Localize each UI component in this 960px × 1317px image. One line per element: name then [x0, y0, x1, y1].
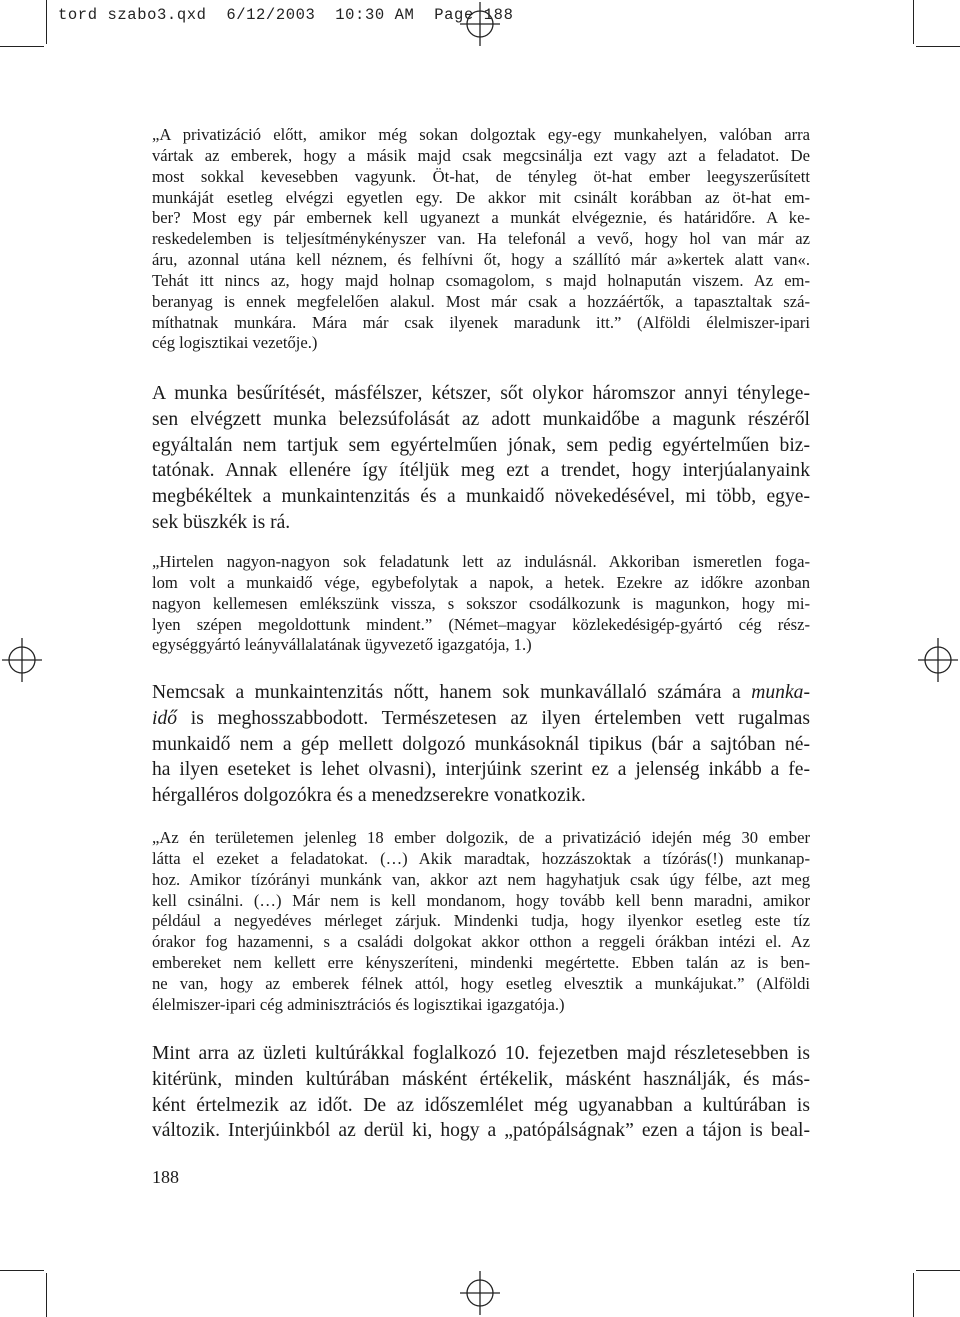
text-line: Nemcsak a munkaintenzitás nőtt, hanem sok munkavállaló számára a munka- [152, 682, 810, 703]
text-line: sen elvégzett munka belezsúfolását az adott munkaidőbe a magunk részéről [152, 408, 810, 430]
text-line: idő is meghosszabbodott. Természetesen az ilyen értelemben vett rugalmas [152, 707, 810, 729]
registration-mark-top [460, 2, 500, 46]
page-number: 188 [152, 1167, 179, 1187]
text-line: ha ilyen eseteket is lehet olvasni), interjúink szerint ez a jelenség inkább a fe- [152, 759, 810, 781]
text-line: változik. Interjúinkból az derül ki, hogy a „patópálságnak” ezen a tájon is beal- [152, 1120, 810, 1142]
text-line: egyáltalán nem tartjuk sem egyértelműen jónak, sem pedig egyértelműen biz- [152, 434, 810, 456]
text-line: hérgalléros dolgozókra és a menedzserekre vonatkozik. [152, 785, 586, 807]
text-line: sek büszkék is rá. [152, 511, 291, 533]
text-line: kitérünk, minden kultúrában másként értékelik, másként használják, és más- [152, 1068, 810, 1090]
text-line: ne van, hogy az emberek félnek attól, hogy esetleg elvesztik a munkájukat.” (Alföldi [152, 973, 810, 993]
text-line: munkáját esetleg elvégzi egyetlen egy. De akkor mit csinált korábban az öt-hat em- [152, 187, 810, 207]
crop-mark-bottom-left-horizontal [0, 1270, 44, 1271]
text-line: hoz. Amikor tízórányi munkánk van, akkor azt nem hagyhatjuk csak úgy félbe, azt meg [152, 869, 810, 889]
text-line: Tehát itt nincs az, hogy majd holnap csomagolom, s majd holnapután viszem. Az em- [152, 270, 810, 290]
interview-quote-1 [152, 125, 810, 354]
print-slug-line: tord szabo3.qxd 6/12/2003 10:30 AM Page 188 [58, 6, 514, 24]
crop-mark-top-right-vertical [913, 0, 914, 44]
text-line: megbékéltek a munkaintenzitás és a munkaidő növekedésével, mi több, egye- [152, 486, 810, 508]
text-line: nagyon kellemesen emlékszünk vissza, s sokszor csodálkozunk is magunkon, hogy mi- [152, 593, 810, 613]
text-line: kell csinálni. (…) Már nem is kell mondanom, hogy tovább kell benn maradni, amikor [152, 890, 810, 910]
text-line: élelmiszer-ipari cég adminisztrációs és logisztikai igazgatója.) [152, 994, 565, 1014]
text-line: reskedelemben is teljesítménykényszer van. Ha telefonál a vevő, hogy hol van már az [152, 229, 810, 249]
crop-mark-top-left-vertical [46, 0, 47, 44]
text-line: például a negyedéves mérleget zárjuk. Mindenki tudja, hogy ilyenkor esetleg este tíz [152, 911, 810, 931]
text-line: ként értelmezik az időt. De az időszemlélet még ugyanabban a kultúrában is [152, 1094, 810, 1116]
registration-mark-left [2, 638, 42, 682]
body-paragraph-3 [152, 1041, 810, 1144]
interview-quote-2 [152, 552, 810, 656]
text-line: ber? Most egy pár embernek kell ugyanezt a munkát elvégeznie, és határidőre. A ke- [152, 208, 810, 228]
text-line: A munka besűrítését, másfélszer, kétszer, sőt olykor háromszor annyi ténylege- [152, 383, 810, 404]
text-line: áru, azonnal utána kell néznem, és felhívni őt, hogy a szállító már a»kertek alatt van«. [152, 250, 810, 270]
text-line: órakor fog hazamenni, s a családi dolgokat akkor otthon a reggeli órákban intézi el. Az [152, 932, 810, 952]
body-paragraph-2 [152, 680, 810, 809]
text-line: „A privatizáció előtt, amikor még sokan dolgoztak egy-egy munkahelyen, valóban arra [152, 125, 810, 144]
text-line: egységgyártó leányvállalatának ügyvezető igazgatója, 1.) [152, 635, 532, 655]
body-paragraph-1 [152, 381, 810, 536]
registration-mark-right [918, 638, 958, 682]
text-line: Mint arra az üzleti kultúrákkal foglalkozó 10. fejezetben majd részletesebben is [152, 1043, 810, 1064]
text-line: lom volt a munkaidő vége, egybefolytak a napok, a hetek. Ezekre az időkre azonban [152, 572, 810, 592]
crop-mark-bottom-right-horizontal [916, 1270, 960, 1271]
text-line: „Hirtelen nagyon-nagyon sok feladatunk lett az indulásnál. Akkoriban ismeretlen foga- [152, 552, 810, 571]
interview-quote-3 [152, 828, 810, 1016]
text-line: látta el ezeket a feladatokat. (…) Akik maradtak, hozzászoktak a tízórás(!) munkanap- [152, 848, 810, 868]
text-line: tatónak. Annak ellenére így ítéljük meg ezt a trendet, hogy interjúalanyaink [152, 460, 810, 482]
crop-mark-top-left-horizontal [0, 46, 44, 47]
crop-mark-bottom-right-vertical [913, 1273, 914, 1317]
crop-mark-top-right-horizontal [916, 46, 960, 47]
text-line: cég logisztikai vezetője.) [152, 333, 318, 353]
text-line: míthatnak munkára. Mára már csak ilyenek maradunk itt.” (Alföldi élelmiszer-ipari [152, 312, 810, 332]
crop-mark-bottom-left-vertical [46, 1273, 47, 1317]
text-line: most sokkal kevesebben vagyunk. Öt-hat, de tényleg öt-hat ember leegyszerűsített [152, 166, 810, 186]
registration-mark-bottom [460, 1271, 500, 1315]
text-line: beranyag is ennek megfelelően alakul. Most már csak a hozzáértők, a tapasztaltak szá- [152, 291, 810, 311]
text-line: „Az én területemen jelenleg 18 ember dolgozik, de a privatizáció idején még 30 ember [152, 828, 810, 847]
text-line: munkaidő nem a gép mellett dolgozó munkásoknál tipikus (bár a sajtóban né- [152, 733, 810, 755]
text-line: embereket nem kellett erre kényszeríteni, mindenki megértette. Ebben talán az is ben- [152, 953, 810, 973]
text-line: lyen szépen megoldottunk mindent.” (Német–magyar közlekedésigép-gyártó cég rész- [152, 614, 810, 634]
text-line: vártak az emberek, hogy a másik majd csak megcsinálja ezt vagy azt a feladatot. De [152, 145, 810, 165]
